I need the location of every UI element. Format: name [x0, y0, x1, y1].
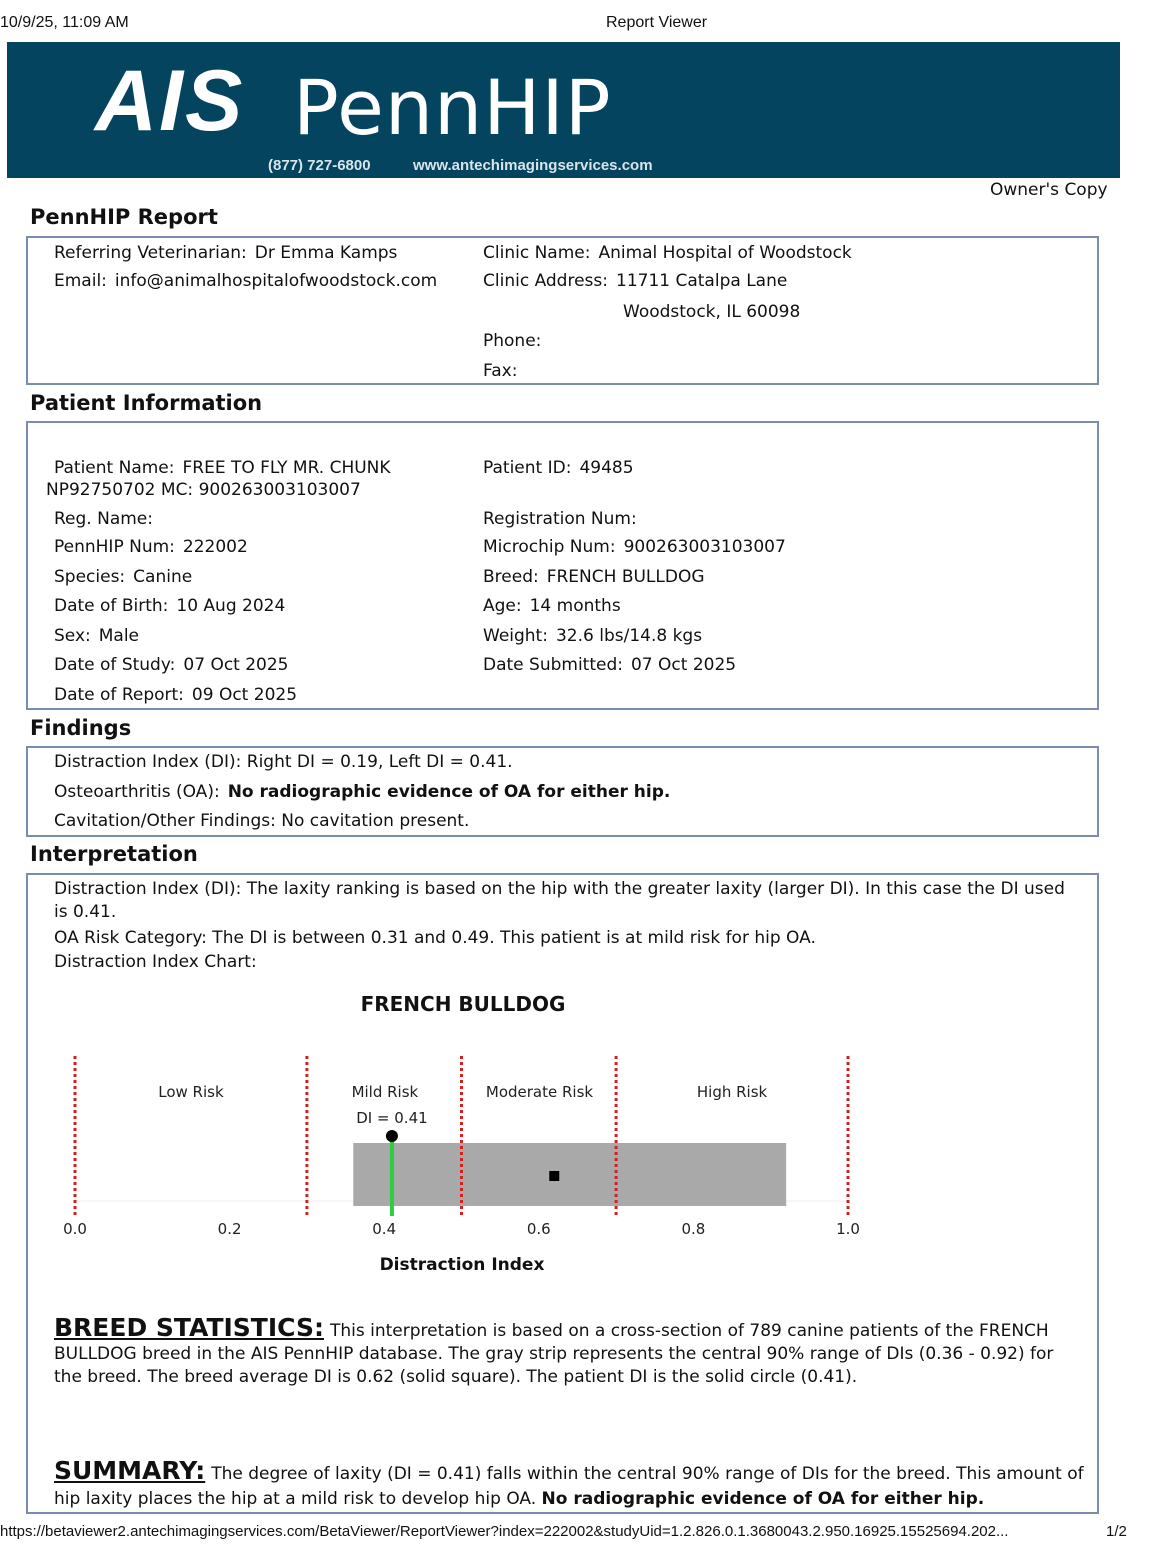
date-of-study: Date of Study: 07 Oct 2025 [54, 655, 289, 675]
x-tick-label: 0.2 [217, 1220, 242, 1238]
chart-label: Distraction Index Chart: [54, 952, 257, 972]
risk-region-label: Moderate Risk [485, 1083, 594, 1101]
print-datetime: 10/9/25, 11:09 AM [0, 14, 129, 31]
patient-di-label: DI = 0.41 [356, 1109, 428, 1127]
breed-average-square [549, 1171, 559, 1181]
summary-text: The degree of laxity (DI = 0.41) falls within the central 90% range of DIs for the breed. This amount of hip laxity places the hip at a mild risk to develop hip OA. [54, 1464, 1084, 1509]
pennhip-logo: PennHIP [293, 63, 612, 152]
banner-website: www.antechimagingservices.com [413, 157, 653, 174]
clinic-email: Email: info@animalhospitalofwoodstock.com [54, 271, 438, 291]
breed-90pct-range-strip [353, 1143, 786, 1206]
clinic-address-line2: Woodstock, IL 60098 [623, 302, 801, 322]
chart-title: FRENCH BULLDOG [360, 992, 566, 1016]
print-page-number: 1/2 [1106, 1523, 1127, 1540]
x-tick-label: 0.6 [526, 1220, 551, 1238]
findings-oa: Osteoarthritis (OA): No radiographic evidence of OA for either hip. [54, 782, 671, 802]
findings-di: Distraction Index (DI): Right DI = 0.19, Left DI = 0.41. [54, 752, 513, 772]
patient-di-circle [386, 1130, 398, 1142]
distraction-index-chart [30, 990, 910, 1285]
x-tick-label: 0.0 [63, 1220, 87, 1238]
summary-bold: No radiographic evidence of OA for either hip. [541, 1489, 985, 1509]
breed-statistics-heading: BREED STATISTICS: [54, 1313, 324, 1342]
clinic-name: Clinic Name: Animal Hospital of Woodstock [483, 243, 852, 263]
print-title: Report Viewer [606, 14, 708, 31]
date-of-report: Date of Report: 09 Oct 2025 [54, 685, 298, 705]
ais-pennhip-banner [7, 42, 1120, 178]
interpretation-section-title: Interpretation [30, 842, 198, 866]
summary [54, 1458, 1084, 1512]
findings-section-title: Findings [30, 716, 132, 740]
referring-vet: Referring Veterinarian: Dr Emma Kamps [54, 243, 398, 263]
x-tick-labels-layer [63, 1220, 860, 1238]
reg-name: Reg. Name: [54, 509, 153, 529]
microchip-num: Microchip Num: 900263003103007 [483, 537, 786, 557]
age: Age: 14 months [483, 596, 621, 616]
x-tick-label: 1.0 [836, 1220, 860, 1238]
risk-region-label: High Risk [696, 1083, 768, 1101]
patient-name: Patient Name: FREE TO FLY MR. CHUNK [54, 458, 391, 478]
report-section-title: PennHIP Report [30, 205, 218, 229]
patient-id: Patient ID: 49485 [483, 458, 634, 478]
owners-copy: Owner's Copy [990, 180, 1108, 200]
clinic-fax: Fax: [483, 361, 518, 381]
clinic-address: Clinic Address: 11711 Catalpa Lane [483, 271, 788, 291]
species: Species: Canine [54, 567, 193, 587]
summary-heading: SUMMARY: [54, 1456, 206, 1485]
banner-phone: (877) 727-6800 [268, 157, 371, 174]
patient-name-continued: NP92750702 MC: 900263003103007 [46, 480, 361, 500]
print-url: https://betaviewer2.antechimagingservices.com/BetaViewer/ReportViewer?index=222002&studyUid=1.2.826.0.1.3680043.2.950.16925.15525694.202... [0, 1523, 1009, 1540]
weight: Weight: 32.6 lbs/14.8 kgs [483, 626, 703, 646]
breed-range-strip-layer [353, 1143, 786, 1206]
registration-num: Registration Num: [483, 509, 637, 529]
pennhip-num: PennHIP Num: 222002 [54, 537, 248, 557]
clinic-phone: Phone: [483, 331, 542, 351]
ais-logo: AIS [95, 53, 245, 149]
patient-section-title: Patient Information [30, 391, 263, 415]
breed-statistics [54, 1313, 1082, 1389]
breed-statistics-text: This interpretation is based on a cross-section of 789 canine patients of the FRENCH BULLDOG breed in the AIS PennHIP database. The gray strip represents the central 90% range of DIs (0.36 - 0.92) for the breed. The breed average DI is 0.62 (solid square). The patient DI is the solid circle (0.41). [54, 1321, 1054, 1387]
sex: Sex: Male [54, 626, 140, 646]
interpretation-di-text: Distraction Index (DI): The laxity ranking is based on the hip with the greater laxity (larger DI). In this case the DI used is 0.41. [54, 879, 1065, 922]
risk-region-label: Low Risk [158, 1083, 224, 1101]
chart-x-axis-label: Distraction Index [379, 1255, 545, 1275]
findings-cavitation: Cavitation/Other Findings: No cavitation present. [54, 811, 470, 831]
x-tick-label: 0.4 [372, 1220, 397, 1238]
date-of-birth: Date of Birth: 10 Aug 2024 [54, 596, 286, 616]
x-tick-label: 0.8 [681, 1220, 706, 1238]
breed: Breed: FRENCH BULLDOG [483, 567, 705, 587]
date-submitted: Date Submitted: 07 Oct 2025 [483, 655, 737, 675]
risk-region-label: Mild Risk [351, 1083, 419, 1101]
oa-risk-category: OA Risk Category: The DI is between 0.31 and 0.49. This patient is at mild risk for hip OA. [54, 928, 816, 948]
